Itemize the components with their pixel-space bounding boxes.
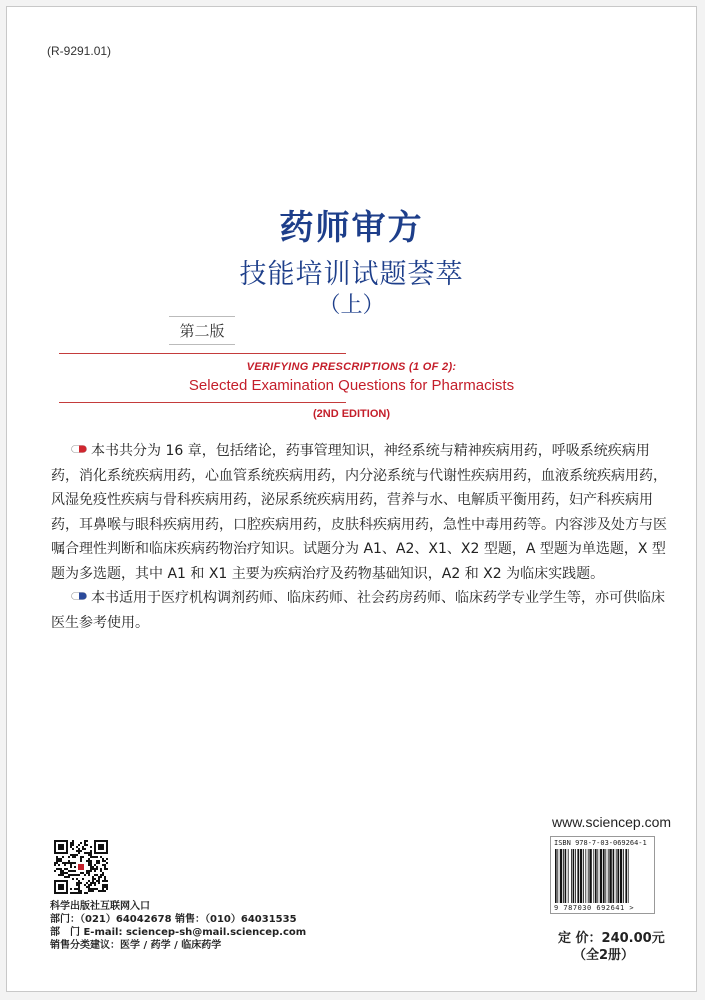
book-subtitle: 技能培训试题荟萃: [239, 259, 464, 290]
book-title: 药师审方: [279, 208, 424, 248]
qr-code-icon[interactable]: [54, 840, 108, 894]
website-url[interactable]: www.sciencep.com: [552, 814, 672, 830]
english-title: VERIFYING PRESCRIPTIONS (1 OF 2):: [246, 361, 457, 373]
publisher-info: [50, 900, 306, 952]
description-text-2: 本书适用于医疗机构调剂药师、临床药师、社会药房药师、临床药学专业学生等，亦可供临床医生参考使用。: [51, 590, 665, 631]
publisher-line: 部 门 E-mail: sciencep-sh@mail.sciencep.com: [50, 927, 307, 938]
red-pill-icon: [71, 445, 87, 453]
isbn-barcode: [550, 836, 655, 914]
price: 定 价：240.00元: [558, 931, 665, 946]
blue-pill-icon: [71, 592, 87, 600]
divider-top: [59, 353, 346, 354]
publisher-line: 销售分类建议：医学 / 药学 / 临床药学: [50, 940, 222, 951]
divider-bottom: [59, 402, 346, 403]
edition-label: 第二版: [169, 316, 235, 345]
book-back-cover: [6, 6, 697, 992]
english-subtitle: Selected Examination Questions for Pharmacists: [188, 377, 515, 394]
volume-label: （上）: [318, 293, 385, 318]
barcode-icon: [555, 849, 652, 903]
description-text-1: 本书共分为 16 章，包括绪论，药事管理知识，神经系统与精神疾病用药，呼吸系统疾病用药，消化系统疾病用药，心血管系统疾病用药，内分泌系统与代谢性疾病用药，血液系统疾病用药，风湿免疫性疾病与骨科疾病用药，泌尿系统疾病用药，营养与水、电解质平衡用药，妇产科疾病用药，耳鼻喉与眼科疾病用药，口腔疾病用药，皮肤科疾病用药，急性中毒用药等。内容涉及处方与医嘱合理性判断和临床疾病药物治疗知识。试题分为 A1、A2、X1、X2 型题，A 型题为单选题，X 型题为多选题，其中 A1 和 X1 主要为疾病治疗及药物基础知识，A2 和 X2 为临床实践题。: [51, 443, 667, 582]
description-paragraph: [51, 586, 671, 635]
description-paragraph: [51, 439, 671, 586]
publisher-line: 部门：（021）64042678 销售：（010）64031535: [50, 914, 297, 925]
volume-count: （全2册）: [573, 948, 635, 963]
isbn-number: ISBN 978-7-03-069264-1: [554, 839, 647, 847]
isbn-digits: 9 787030 692641 >: [554, 904, 635, 912]
english-edition: (2ND EDITION): [313, 408, 390, 420]
catalog-code: (R-9291.01): [47, 44, 112, 58]
publisher-line: 科学出版社互联网入口: [50, 901, 150, 912]
description: [51, 439, 671, 635]
